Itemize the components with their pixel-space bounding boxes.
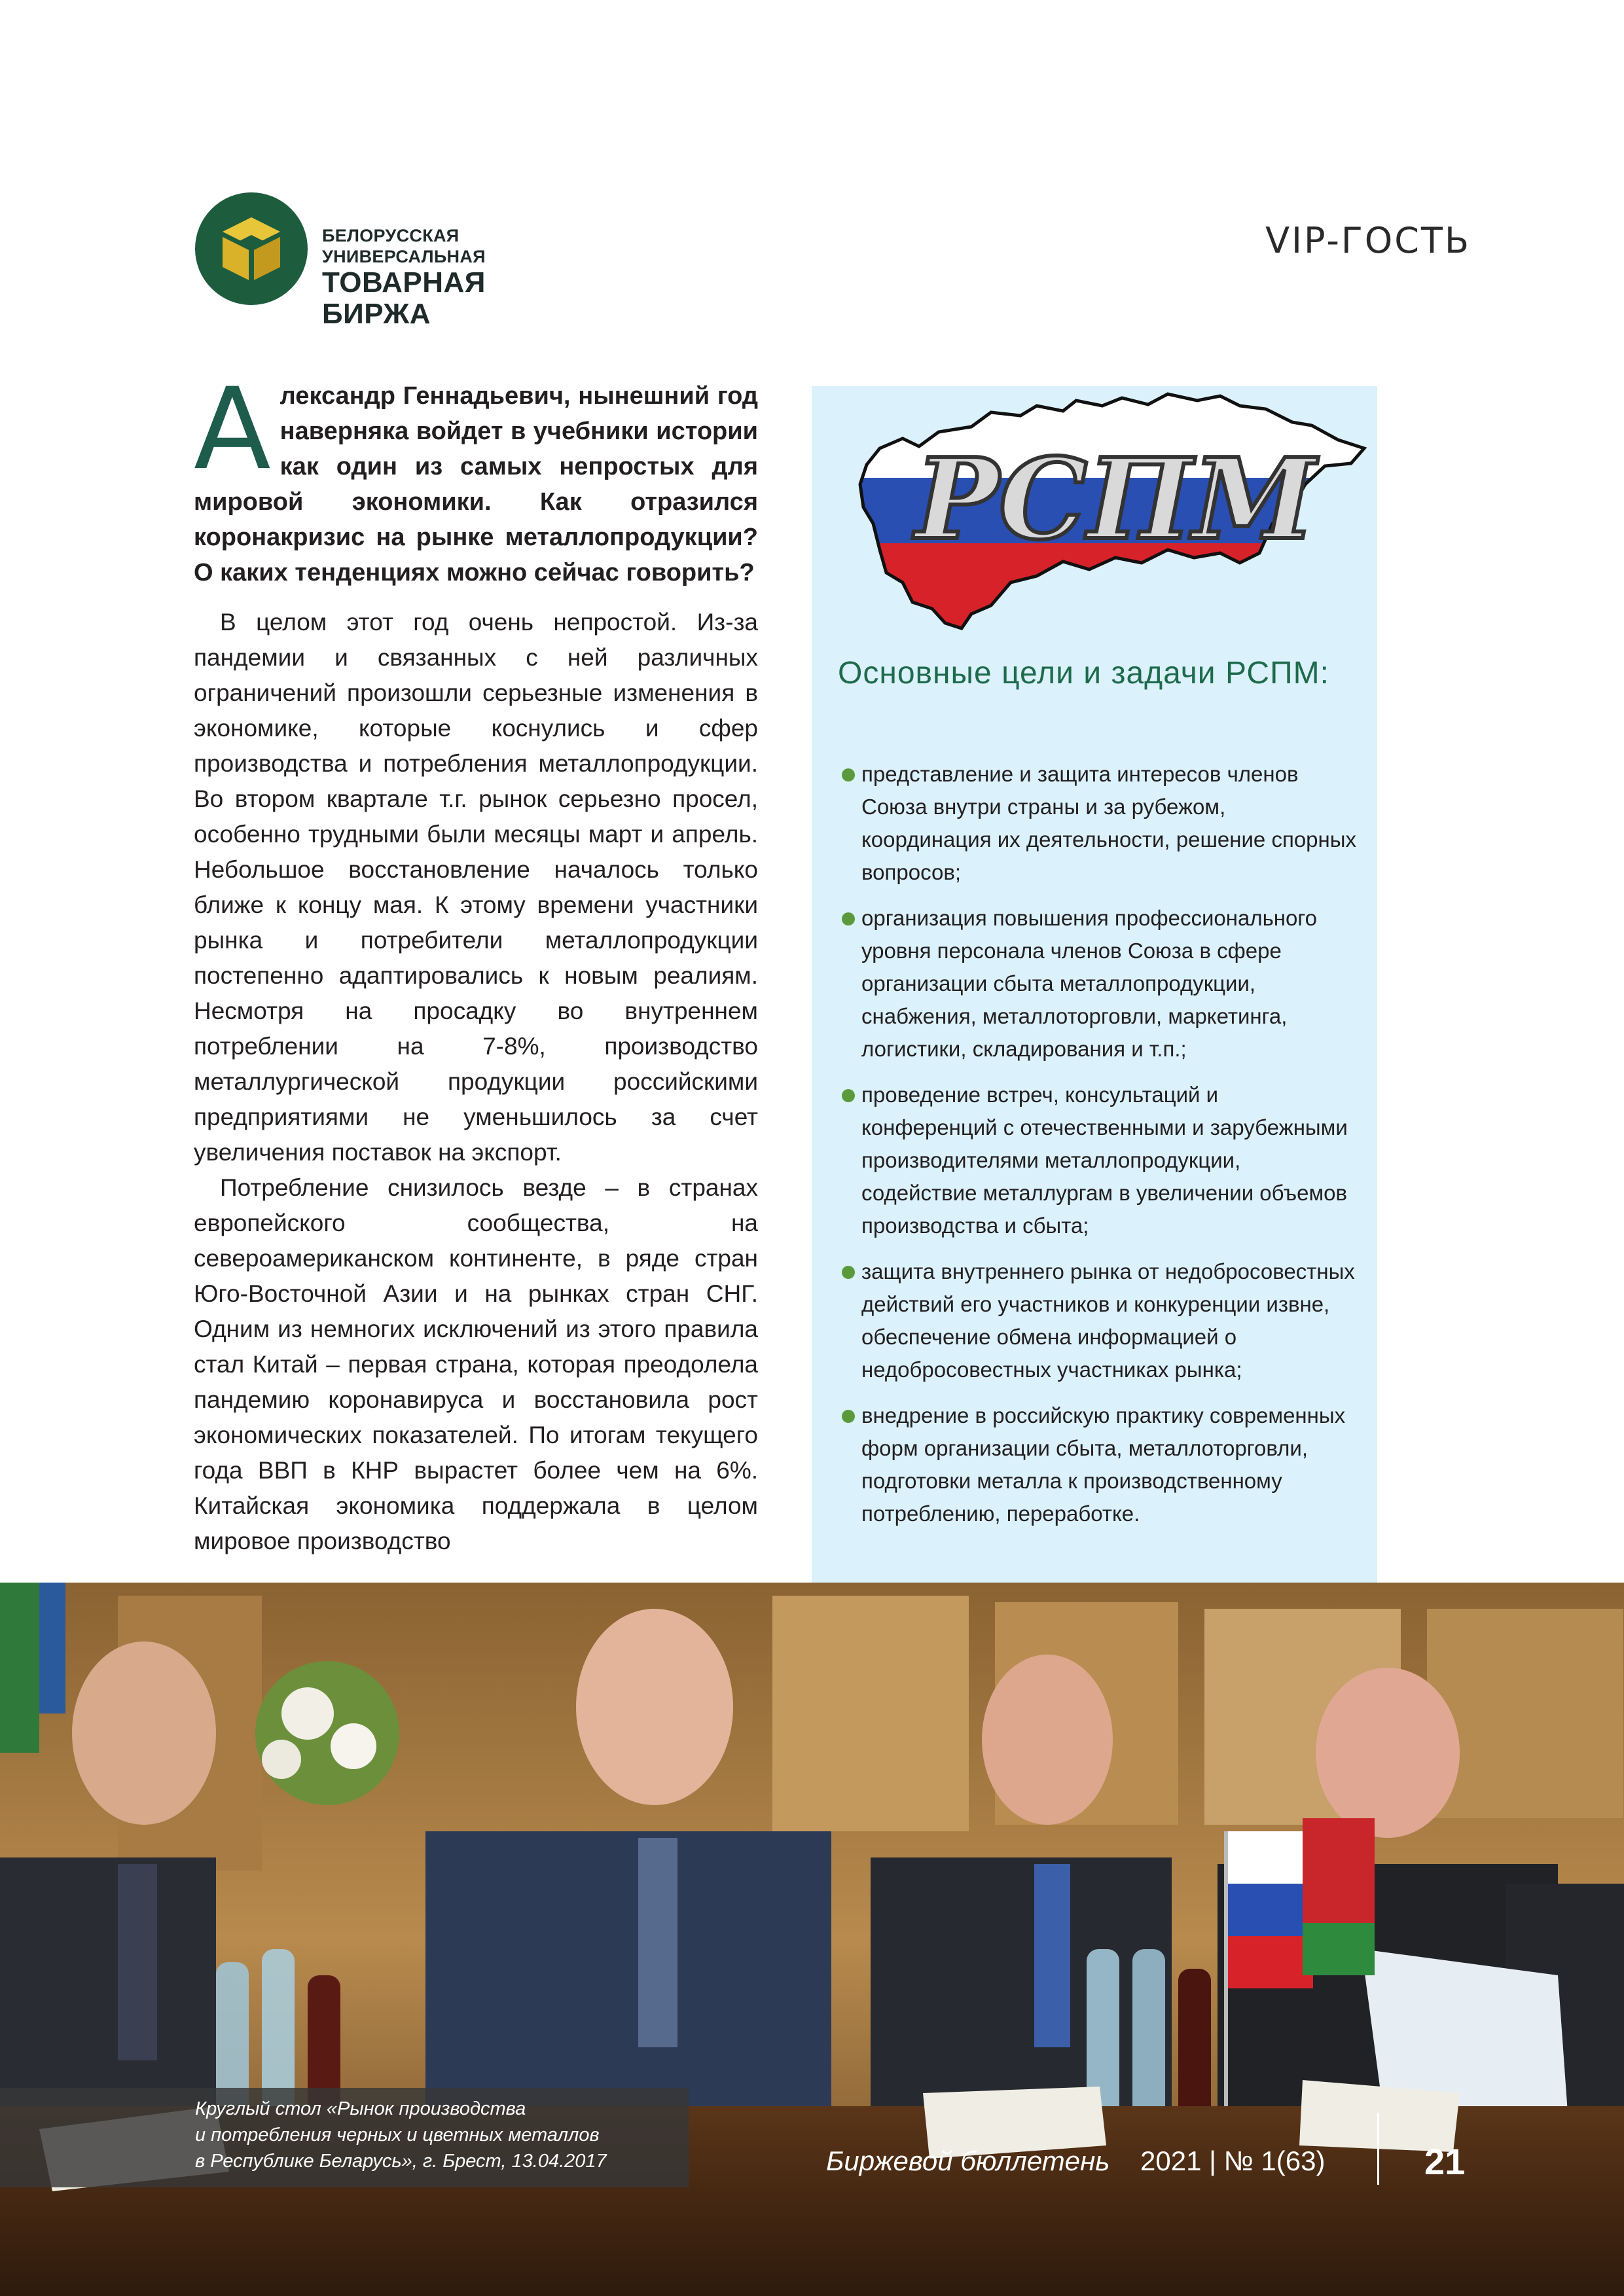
sidebar-title: Основные цели и задачи РСПМ: (838, 656, 1329, 691)
photo-caption-box (0, 2088, 689, 2187)
answer-paragraph: В целом этот год очень непростой. Из-за пандемии и связанных с ней различных ограничений произошли серьезные изменения в экономике, которые коснулись и сфер производства и потребления металлопродукции. Во втором квартале т.г. рынок серьезно просел, особенно трудными были месяцы март и апрель. Небольшое восстановление началось только ближе к концу мая. К этому времени участники рынка и потребители металлопродукции постепенно адаптировались к новым реалиям. Несмотря на просадку во внутреннем потреблении на 7-8%, производство металлургической продукции российскими предприятиями не уменьшилось за счет увеличения поставок на экспорт. (194, 609, 758, 1166)
caption-line: Круглый стол «Рынок производства (195, 2098, 526, 2119)
caption-line: и потребления черных и цветных металлов (195, 2125, 600, 2145)
interview-column (194, 363, 758, 1559)
answer-paragraph: Потребление снизилось везде – в странах европейского сообщества, на североамериканском континенте, в ряде стран Юго-Восточной Азии и на рынках стран СНГ. Одним из немногих исключений из этого правила стал Китай – первая страна, которая преодолела пандемию коронавируса и восстановила рост экономических показателей. По итогам текущего года ВВП в КНР вырастет более чем на 6%. Китайская экономика поддержала в целом мировое производство (194, 1174, 758, 1554)
footer-divider (1377, 2113, 1379, 2185)
page-number: 21 (1424, 2141, 1466, 2182)
logo-line1: БЕЛОРУССКАЯ УНИВЕРСАЛЬНАЯ (322, 226, 486, 266)
question-text: лександр Геннадьевич, нынешний год наверняка войдет в учебники истории как один из самых непростых для мировой экономики. Как отразился коронакризис на рынке металлопродукции? О каких тенденциях можно сейчас говорить? (194, 382, 758, 586)
caption-line: в Республике Беларусь», г. Брест, 13.04.2017 (195, 2151, 607, 2172)
rspm-logo-text: РСПМ (915, 434, 1316, 565)
rspm-sidebar (812, 386, 1377, 1583)
logo-line2: ТОВАРНАЯ БИРЖА (322, 266, 486, 330)
goals-list (842, 758, 1359, 1543)
section-tag: VIP-ГОСТЬ (1265, 220, 1471, 261)
issue-number: 2021 | № 1(63) (1140, 2145, 1326, 2176)
goal-item: представление и защита интересов членов Союза внутри страны и за рубежом, координация их деятельности, решение спорных вопросов; (842, 758, 1359, 889)
round-table-photo (0, 1583, 1624, 2296)
goal-item: организация повышения профессионального уровня персонала членов Союза в сфере организации сбыта металлопродукции, снабжения, металлоторговли, маркетинга, логистики, складирования и т.п.; (842, 902, 1359, 1066)
goal-item: защита внутреннего рынка от недобросовестных действий его участников и конкуренции извне, обеспечение обмена информацией о недобросовестных участниках рынка; (842, 1255, 1359, 1386)
goal-item: внедрение в российскую практику современных форм организации сбыта, металлоторговли, подготовки металла к производственному потреблению, переработке. (842, 1399, 1359, 1530)
goal-item: проведение встреч, консультаций и конференций с отечественными и зарубежными производителями металлопродукции, содействие металлургам в увеличении объемов производства и сбыта; (842, 1079, 1359, 1242)
exchange-logo (194, 191, 600, 330)
answer-text (194, 605, 758, 1559)
exchange-logo-icon (194, 191, 309, 306)
publication-name: Биржевой бюллетень (826, 2145, 1110, 2176)
rspm-map-logo (840, 386, 1377, 635)
exchange-logo-text (322, 225, 600, 330)
interview-question (194, 363, 758, 590)
photo-caption (195, 2096, 679, 2174)
dropcap: А (194, 363, 271, 495)
